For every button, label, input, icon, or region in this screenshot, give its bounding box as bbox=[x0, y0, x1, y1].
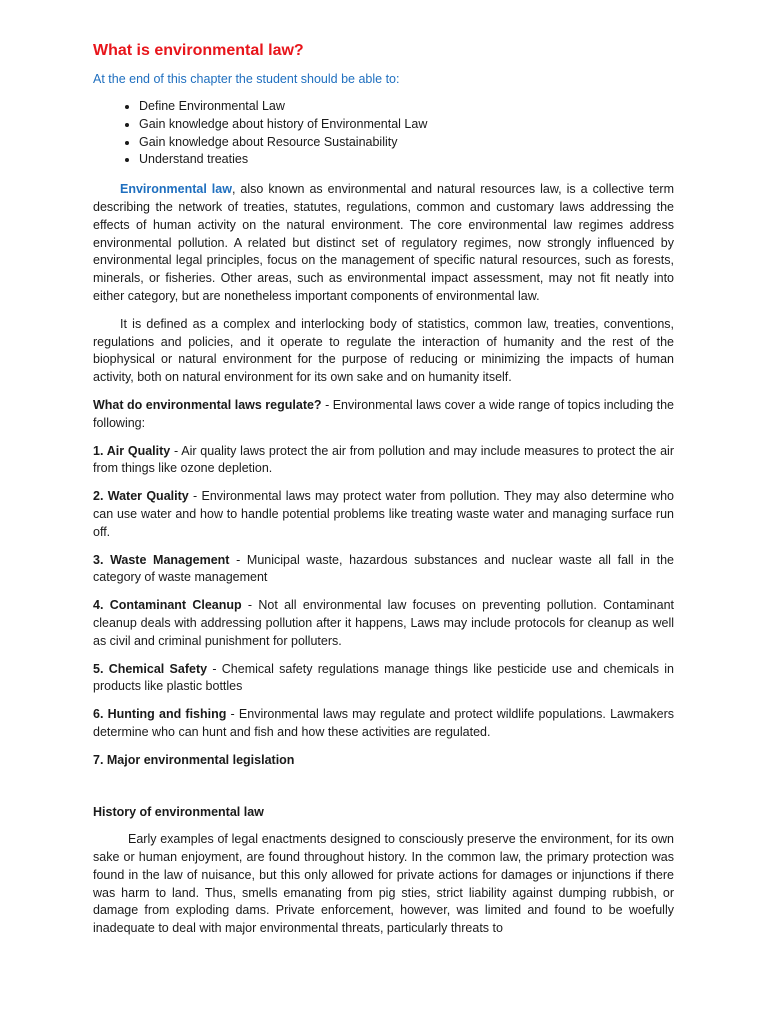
topic-text: - Municipal waste, hazardous substances and nuclear waste all fall in the category of waste management bbox=[93, 552, 674, 585]
topic-label: 6. Hunting and fishing bbox=[93, 707, 227, 722]
topic-text: - Not all environmental law focuses on preventing pollution. Contaminant cleanup deals with addressing pollution after it happens, Laws may include protocols for cleanup as well as civil and criminal punishment for polluters. bbox=[93, 598, 674, 648]
topic-text: - Environmental laws may protect water from pollution. They may also determine who can use water and how to handle potential problems like treating waste water and managing surface run off. bbox=[93, 489, 674, 539]
regulate-question: What do environmental laws regulate? bbox=[93, 397, 322, 412]
history-paragraph: Early examples of legal enactments designed to consciously preserve the environment, for its own sake or human enjoyment, are found throughout history. In the common law, the primary protection was found in the law of nuisance, but this only allowed for private actions for damages or injunctions if there was harm to land. Thus, smells emanating from pig sties, strict liability against dumping rubbish, or damage from exploding dams. Private enforcement, however, was limited and found to be woefully inadequate to deal with major environmental threats, particularly threats to bbox=[93, 832, 674, 936]
regulate-text: - Environmental laws cover a wide range of topics including the following: bbox=[93, 397, 675, 430]
chapter-objectives-intro: At the end of this chapter the student should be able to: bbox=[93, 72, 400, 86]
topic-text: - Chemical safety regulations manage things like pesticide use and chemicals in products like plastic bottles bbox=[93, 661, 674, 694]
topic-major-legislation bbox=[93, 752, 674, 770]
history-heading-paragraph bbox=[93, 804, 674, 822]
page-title: What is environmental law? bbox=[93, 42, 304, 59]
topic-chemical-safety bbox=[93, 661, 674, 697]
objectives-list bbox=[93, 98, 674, 169]
topic-contaminant-cleanup bbox=[93, 597, 674, 650]
topic-label: 5. Chemical Safety bbox=[93, 661, 208, 676]
topic-label: 1. Air Quality bbox=[93, 443, 171, 458]
topic-label: 2. Water Quality bbox=[93, 489, 189, 504]
list-item: • Define Environmental Law bbox=[139, 98, 674, 116]
topic-air-quality bbox=[93, 443, 674, 479]
list-item: • Gain knowledge about history of Environmental Law bbox=[139, 116, 674, 134]
definition-paragraph: It is defined as a complex and interlocking body of statistics, common law, treaties, conventions, regulations and policies, and it operate to regulate the interaction of humanity and the rest of the biophysical or natural environment for the purpose of reducing or minimizing the impacts of human activity, both on natural environment for its own sake and on humanity itself. bbox=[93, 316, 674, 385]
topic-water-quality bbox=[93, 488, 674, 541]
topic-text: - Air quality laws protect the air from pollution and may include measures to protect the air from things like ozone depletion. bbox=[93, 443, 674, 476]
topic-text: - Environmental laws may regulate and protect wildlife populations. Lawmakers determine who can hunt and fish and how these activities are regulated. bbox=[93, 707, 674, 739]
topic-label: 7. Major environmental legislation bbox=[93, 752, 295, 767]
topic-hunting-fishing bbox=[93, 706, 674, 742]
history-heading: History of environmental law bbox=[93, 804, 264, 819]
section-spacer bbox=[93, 780, 674, 804]
topic-waste-management bbox=[93, 552, 674, 588]
topic-label: 4. Contaminant Cleanup bbox=[93, 598, 242, 613]
intro-text: , also known as environmental and natural resources law, is a collective term describing the network of treaties, statutes, regulations, common and customary laws addressing the effects of human activity on the natural environment. The core environmental law regimes address environmental pollution. A related but distinct set of regulatory regimes, now strongly influenced by environmental legal principles, focus on the management of specific natural resources, such as forests, minerals, or fisheries. Other areas, such as environmental impact assessment, may not fit neatly into either category, but are nonetheless important components of environmental law. bbox=[93, 182, 674, 303]
environmental-law-term: Environmental law bbox=[120, 182, 232, 197]
document-page bbox=[93, 38, 674, 948]
list-item: • Gain knowledge about Resource Sustainability bbox=[139, 134, 674, 152]
intro-paragraph bbox=[93, 181, 674, 306]
topic-label: 3. Waste Management bbox=[93, 552, 230, 567]
regulate-paragraph bbox=[93, 397, 674, 433]
list-item: • Understand treaties bbox=[139, 151, 674, 169]
